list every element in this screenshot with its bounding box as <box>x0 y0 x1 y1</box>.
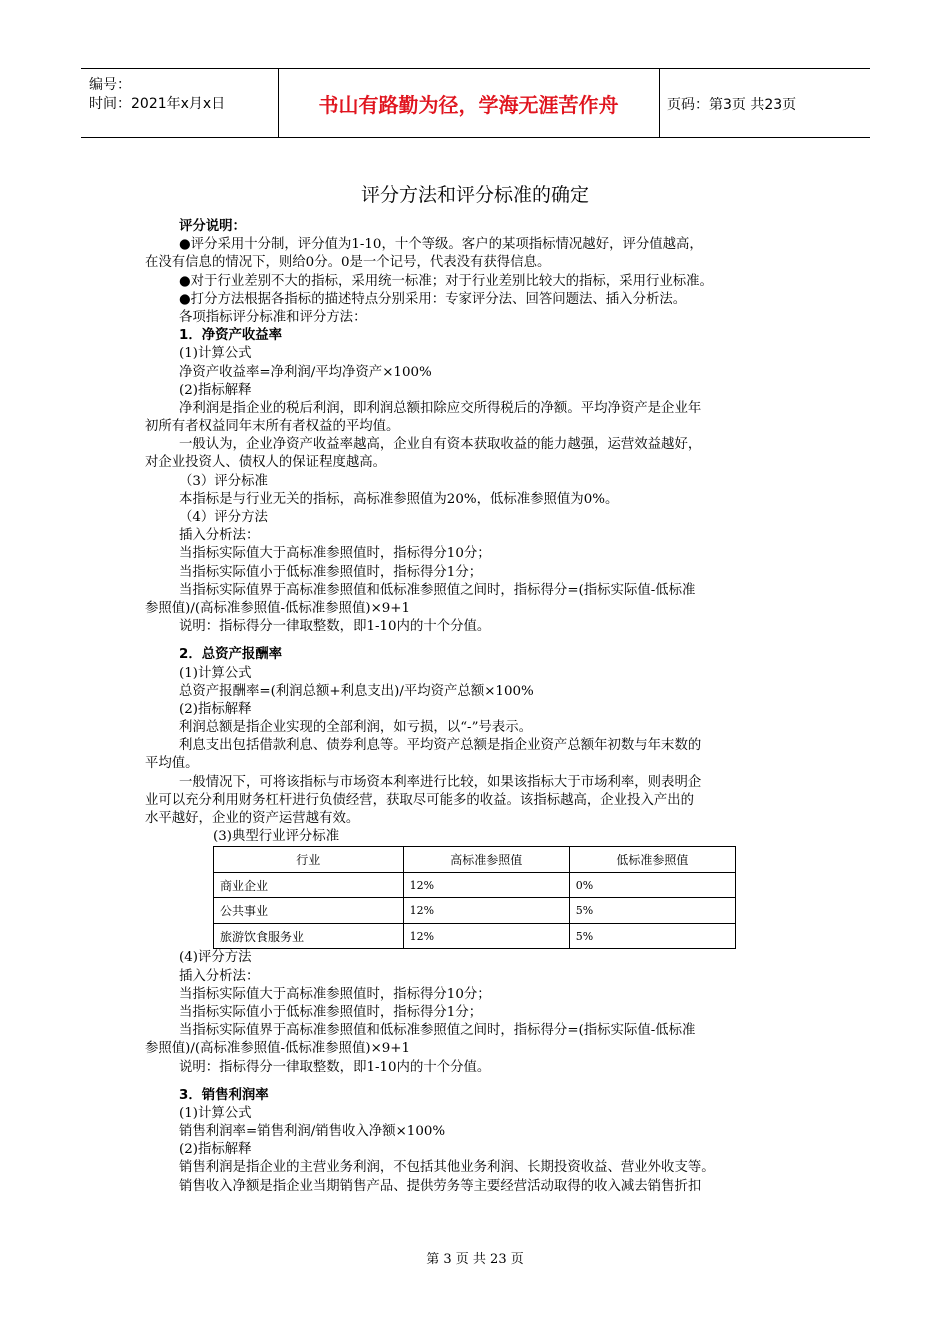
table-caption: (3)典型行业评分标准 <box>213 829 340 845</box>
table-row <box>214 872 736 898</box>
section-heading: 2．总资产报酬率 <box>179 647 283 663</box>
header-meta-cell <box>81 69 279 137</box>
page-footer: 第 3 页 共 23 页 <box>426 1252 524 1267</box>
industry-standard-table <box>213 846 736 949</box>
paragraph: 当指标实际值界于高标准参照值和低标准参照值之间时，指标得分=(指标实际值-低标准 <box>179 582 696 598</box>
paragraph: 当指标实际值小于低标准参照值时，指标得分1分； <box>179 1004 483 1020</box>
subheading: (4)评分方法 <box>179 950 252 966</box>
paragraph: 当指标实际值大于高标准参照值时，指标得分10分； <box>179 986 491 1002</box>
table-cell: 12% <box>403 923 569 949</box>
paragraph: 参照值)/(高标准参照值-低标准参照值)×9+1 <box>145 600 411 616</box>
paragraph: 当指标实际值大于高标准参照值时，指标得分10分； <box>179 546 491 562</box>
table-cell: 12% <box>403 872 569 898</box>
paragraph: 业可以充分利用财务杠杆进行负债经营，获取尽可能多的收益。该指标越高，企业投入产出的 <box>145 792 695 808</box>
section-heading: 3．销售利润率 <box>179 1087 269 1103</box>
paragraph: 初所有者权益同年末所有者权益的平均值。 <box>145 419 400 435</box>
paragraph: 利润总额是指企业实现的全部利润，如亏损，以“-”号表示。 <box>179 720 532 736</box>
table-cell: 5% <box>569 923 735 949</box>
subheading: (1)计算公式 <box>179 1105 252 1121</box>
paragraph: 插入分析法： <box>179 968 260 984</box>
subheading: (1)计算公式 <box>179 346 252 362</box>
formula: 净资产收益率=净利润/平均净资产×100% <box>179 364 432 380</box>
paragraph: 各项指标评分标准和评分方法： <box>179 309 367 325</box>
header-motto-cell <box>278 69 660 137</box>
paragraph: 对企业投资人、债权人的保证程度越高。 <box>145 455 387 471</box>
table-cell: 5% <box>569 898 735 924</box>
subheading: (2)指标解释 <box>179 382 252 398</box>
paragraph: 当指标实际值界于高标准参照值和低标准参照值之间时，指标得分=(指标实际值-低标准 <box>179 1023 696 1039</box>
paragraph: 在没有信息的情况下，则给0分。0是一个记号，代表没有获得信息。 <box>145 255 551 271</box>
paragraph: 插入分析法： <box>179 528 260 544</box>
number-label: 编号： <box>89 77 131 93</box>
table-cell: 12% <box>403 898 569 924</box>
column-header: 高标准参照值 <box>403 847 569 873</box>
motto: 书山有路勤为径，学海无涯苦作舟 <box>318 93 619 117</box>
paragraph: 水平越好，企业的资产运营越有效。 <box>145 811 360 826</box>
paragraph: 平均值。 <box>145 756 199 772</box>
subheading: (2)指标解释 <box>179 1142 252 1158</box>
note: 说明：指标得分一律取整数，即1-10内的十个分值。 <box>179 619 491 635</box>
paragraph: ●对于行业差别不大的指标，采用统一标准；对于行业差别比较大的指标，采用行业标准。 <box>179 273 713 289</box>
paragraph: 利息支出包括借款利息、债券利息等。平均资产总额是指企业资产总额年初数与年末数的 <box>179 738 702 754</box>
table-cell: 公共事业 <box>214 898 404 924</box>
document-title: 评分方法和评分标准的确定 <box>360 184 589 206</box>
table-row <box>214 898 736 924</box>
paragraph: 当指标实际值小于低标准参照值时，指标得分1分； <box>179 564 483 580</box>
table-cell: 0% <box>569 872 735 898</box>
intro-heading: 评分说明： <box>179 219 246 234</box>
paragraph: 一般情况下，可将该指标与市场资本利率进行比较，如果该指标大于市场利率，则表明企 <box>179 774 702 790</box>
column-header: 低标准参照值 <box>569 847 735 873</box>
paragraph: 本指标是与行业无关的指标，高标准参照值为20%，低标准参照值为0%。 <box>179 491 619 507</box>
page-header <box>81 68 870 138</box>
table-cell: 旅游饮食服务业 <box>214 923 404 949</box>
paragraph: 销售收入净额是指企业当期销售产品、提供劳务等主要经营活动取得的收入减去销售折扣 <box>179 1178 702 1194</box>
note: 说明：指标得分一律取整数，即1-10内的十个分值。 <box>179 1059 491 1075</box>
table-row <box>214 923 736 949</box>
column-header: 行业 <box>214 847 404 873</box>
paragraph: ●打分方法根据各指标的描述特点分别采用：专家评分法、回答问题法、插入分析法。 <box>179 291 687 307</box>
subheading: （4）评分方法 <box>179 510 268 525</box>
paragraph: 销售利润是指企业的主营业务利润，不包括其他业务利润、长期投资收益、营业外收支等。 <box>179 1160 715 1176</box>
time-label: 时间：2021年x月x日 <box>89 96 226 112</box>
subheading: (2)指标解释 <box>179 701 252 717</box>
document-body <box>145 218 810 1196</box>
subheading: (1)计算公式 <box>179 665 252 681</box>
formula: 总资产报酬率=(利润总额+利息支出)/平均资产总额×100% <box>179 683 534 699</box>
paragraph: ●评分采用十分制，评分值为1-10，十个等级。客户的某项指标情况越好，评分值越高， <box>179 237 703 253</box>
header-page-cell <box>659 69 870 137</box>
table-header-row <box>214 847 736 873</box>
section-heading: 1．净资产收益率 <box>179 328 283 344</box>
formula: 销售利润率=销售利润/销售收入净额×100% <box>179 1124 446 1140</box>
paragraph: 净利润是指企业的税后利润，即利润总额扣除应交所得税后的净额。平均净资产是企业年 <box>179 400 702 416</box>
paragraph: 一般认为，企业净资产收益率越高，企业自有资本获取收益的能力越强，运营效益越好， <box>179 437 702 453</box>
paragraph: 参照值)/(高标准参照值-低标准参照值)×9+1 <box>145 1041 411 1057</box>
page-label: 页码：第3页 共23页 <box>667 97 797 113</box>
table-cell: 商业企业 <box>214 872 404 898</box>
subheading: （3）评分标准 <box>179 473 268 489</box>
